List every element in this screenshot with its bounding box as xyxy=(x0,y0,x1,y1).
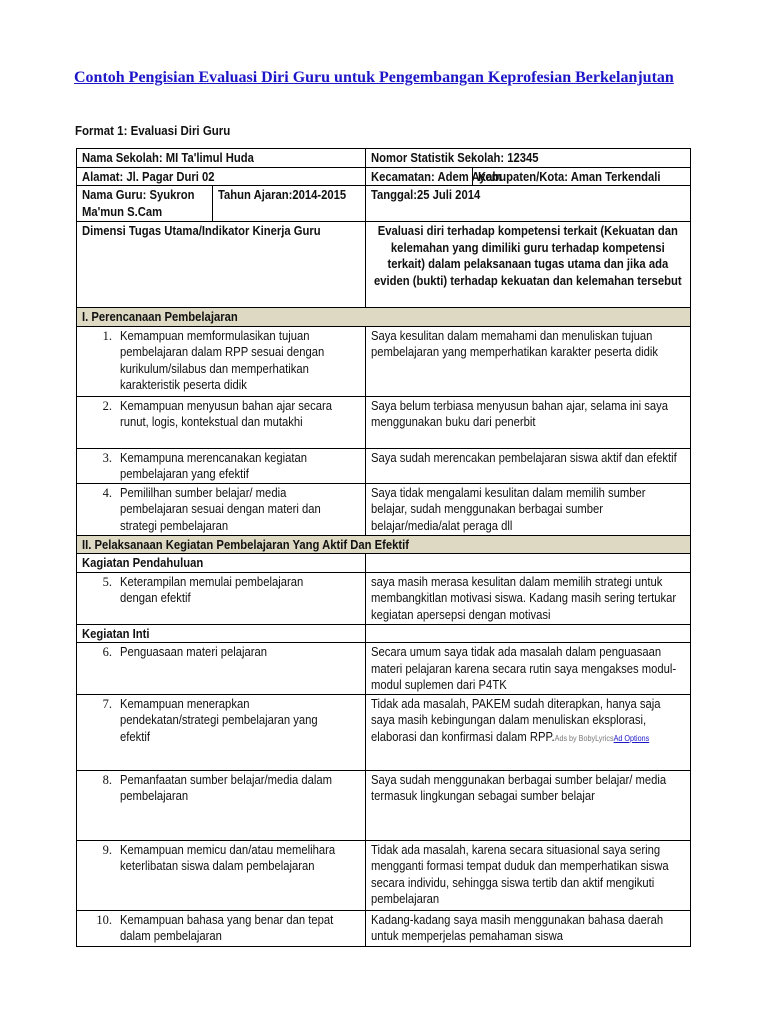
evaluation-text: Saya belum terbiasa menyusun bahan ajar, selama ini saya menggunakan buku dari penerbit xyxy=(371,398,669,429)
item-number: 5. xyxy=(102,574,112,589)
evaluation-text: Saya sudah menggunakan berbagai sumber belajar/ media termasuk lingkungan sebagai sumber belajar xyxy=(371,772,667,803)
table-row xyxy=(77,840,691,910)
evaluation-text: Saya tidak mengalami kesulitan dalam memilih sumber belajar, sudah menggunakan berbagai sumber belajar/media/alat peraga dll xyxy=(371,485,646,533)
table-row xyxy=(77,483,691,535)
indicator-cell xyxy=(77,396,366,448)
table-row xyxy=(77,326,691,396)
school-stat-cell xyxy=(366,149,691,168)
table-row xyxy=(77,770,691,840)
teacher-name-box xyxy=(77,186,213,221)
section-2-row xyxy=(77,535,691,554)
evaluation-text: Saya sudah merencakan pembelajaran siswa aktif dan efektif xyxy=(371,450,677,465)
indicator-text: Pemanfaatan sumber belajar/media dalam pembelajaran xyxy=(120,772,332,803)
date-cell xyxy=(366,186,691,222)
item-number: 7. xyxy=(102,696,112,711)
indicator-text: Penguasaan materi pelajaran xyxy=(120,645,267,659)
evaluation-text: Kadang-kadang saya masih menggunakan bahasa daerah untuk memperjelas pemahaman siswa xyxy=(371,912,664,943)
indicator-text: Keterampilan memulai pembelajaran dengan efektif xyxy=(120,574,304,605)
ads-label: Ads by BobyLyricsAd Options xyxy=(554,733,650,743)
evaluation-text: Secara umum saya tidak ada masalah dalam penguasaan materi pelajaran karena secara rutin saya mengakses modul-modul suplemen dari P4TK xyxy=(371,645,677,692)
evaluation-cell xyxy=(366,448,691,483)
col1-header-cell xyxy=(77,222,366,308)
indicator-cell xyxy=(77,694,366,770)
indicator-text: Kemampuan memformulasikan tujuan pembelajaran dalam RPP sesuai dengan kurikulum/silabus dan memperhatikan karakteristik peserta didik xyxy=(120,328,325,392)
evaluation-cell xyxy=(366,770,691,840)
indicator-cell xyxy=(77,483,366,535)
evaluation-cell xyxy=(366,396,691,448)
subsection-title-cell xyxy=(77,624,366,643)
item-number: 9. xyxy=(102,842,112,857)
district: Kecamatan: Adem Ayem xyxy=(371,169,502,184)
indicator-cell xyxy=(77,448,366,483)
table-row xyxy=(77,643,691,695)
subsection-row xyxy=(77,624,691,643)
document-title-link[interactable]: Contoh Pengisian Evaluasi Diri Guru untuk Pengembangan Keprofesian Berkelanjutan xyxy=(74,69,674,86)
address: Alamat: Jl. Pagar Duri 02 xyxy=(82,169,215,184)
col1-header: Dimensi Tugas Utama/Indikator Kinerja Guru xyxy=(82,224,321,238)
indicator-text: Pemililhan sumber belajar/ media pembelajaran sesuai dengan materi dan strategi pembelajaran xyxy=(120,485,321,533)
header-row-address xyxy=(77,167,691,186)
section-1-title: I. Perencanaan Pembelajaran xyxy=(82,310,238,324)
section-1-title-cell xyxy=(77,308,691,327)
indicator-text: Kemampuan menerapkan pendekatan/strategi pembelajaran yang efektif xyxy=(120,696,318,744)
evaluation-cell xyxy=(366,326,691,396)
evaluation-text: Saya kesulitan dalam memahami dan menuliskan tujuan pembelajaran yang memperhatikan karakter peserta didik xyxy=(371,328,659,359)
table-row xyxy=(77,694,691,770)
format-heading: Format 1: Evaluasi Diri Guru xyxy=(75,124,231,138)
item-number: 6. xyxy=(102,645,112,659)
district-cell xyxy=(366,167,502,186)
col2-header: Evaluasi diri terhadap kompetensi terkait (Kekuatan dan kelemahan yang dimiliki guru terhadap kompetensi terkait) dalam pelaksanaan tugas utama dan jika ada eviden (bukti) terhadap kekuatan dan kelemahan tersebut xyxy=(374,224,682,288)
evaluation-text: saya masih merasa kesulitan dalam memilih strategi untuk membangkitlan motivasi siswa. Kadang masih sering tertukar kegiatan apersepsi dengan motivasi xyxy=(371,574,677,622)
col2-header-cell xyxy=(366,222,691,308)
evaluation-cell xyxy=(366,483,691,535)
column-header-row xyxy=(77,222,691,308)
table-row xyxy=(77,572,691,624)
academic-year: Tahun Ajaran:2014-2015 xyxy=(217,188,346,202)
indicator-text: Kemampuan bahasa yang benar dan tepat dalam pembelajaran xyxy=(120,912,334,943)
header-row-school xyxy=(77,149,691,168)
school-stat-number: Nomor Statistik Sekolah: 12345 xyxy=(371,151,539,165)
item-number: 2. xyxy=(102,398,112,413)
section-2-title: II. Pelaksanaan Kegiatan Pembelajaran Yang Aktif Dan Efektif xyxy=(82,537,410,552)
evaluation-cell xyxy=(366,910,691,946)
evaluation-cell xyxy=(366,840,691,910)
subsection-row xyxy=(77,554,691,573)
table-row xyxy=(77,910,691,946)
indicator-cell xyxy=(77,770,366,840)
evaluation-text: Tidak ada masalah, PAKEM sudah diterapkan, hanya saja saya masih kebingungan dalam menuliskan eksplorasi, elaborasi dan konfirmasi dalam RPP.Ads by BobyLyricsAd Options xyxy=(371,696,661,744)
indicator-cell xyxy=(77,643,366,695)
subsection-title-cell xyxy=(77,554,366,573)
item-number: 1. xyxy=(102,328,112,343)
indicator-cell xyxy=(77,910,366,946)
indicator-cell xyxy=(77,840,366,910)
table-row xyxy=(77,396,691,448)
header-row-teacher xyxy=(77,186,691,222)
section-1-row xyxy=(77,308,691,327)
address-cell xyxy=(77,167,366,186)
item-number: 10. xyxy=(96,912,112,927)
indicator-cell xyxy=(77,572,366,624)
regency-cell xyxy=(473,167,691,186)
indicator-text: Kemampuna merencanakan kegiatan pembelajaran yang efektif xyxy=(120,450,308,481)
empty-cell xyxy=(366,554,691,573)
section-2-title-cell xyxy=(77,535,691,554)
item-number: 8. xyxy=(102,772,112,787)
teacher-name: Nama Guru: Syukron Ma'mun S.Cam xyxy=(82,188,195,219)
school-name: Nama Sekolah: MI Ta'limul Huda xyxy=(82,151,254,165)
school-name-cell xyxy=(77,149,366,168)
evaluation-text: Tidak ada masalah, karena secara situasional saya sering mengganti formasi tempat duduk dan memperhatikan siswa secara individu, sehingga siswa tertib dan aktif mengikuti pembelajaran xyxy=(371,842,669,906)
evaluation-cell xyxy=(366,572,691,624)
evaluation-form-table xyxy=(76,148,691,947)
item-number: 4. xyxy=(102,485,112,500)
teacher-cell xyxy=(77,186,366,222)
indicator-cell xyxy=(77,326,366,396)
academic-year-box xyxy=(213,186,365,221)
item-number: 3. xyxy=(102,450,112,465)
date: Tanggal:25 Juli 2014 xyxy=(371,188,481,202)
regency: Kabupaten/Kota: Aman Terkendali xyxy=(478,169,661,184)
ad-options-link[interactable]: Ad Options xyxy=(613,733,650,743)
indicator-text: Kemampuan memicu dan/atau memelihara keterlibatan siswa dalam pembelajaran xyxy=(120,842,336,873)
evaluation-cell xyxy=(366,643,691,695)
subsection-title: Kagiatan Pendahuluan xyxy=(82,556,204,570)
evaluation-cell xyxy=(366,694,691,770)
table-row xyxy=(77,448,691,483)
subsection-title: Kegiatan Inti xyxy=(82,626,150,641)
empty-cell xyxy=(366,624,691,643)
indicator-text: Kemampuan menyusun bahan ajar secara runut, logis, kontekstual dan mutakhi xyxy=(120,398,333,429)
